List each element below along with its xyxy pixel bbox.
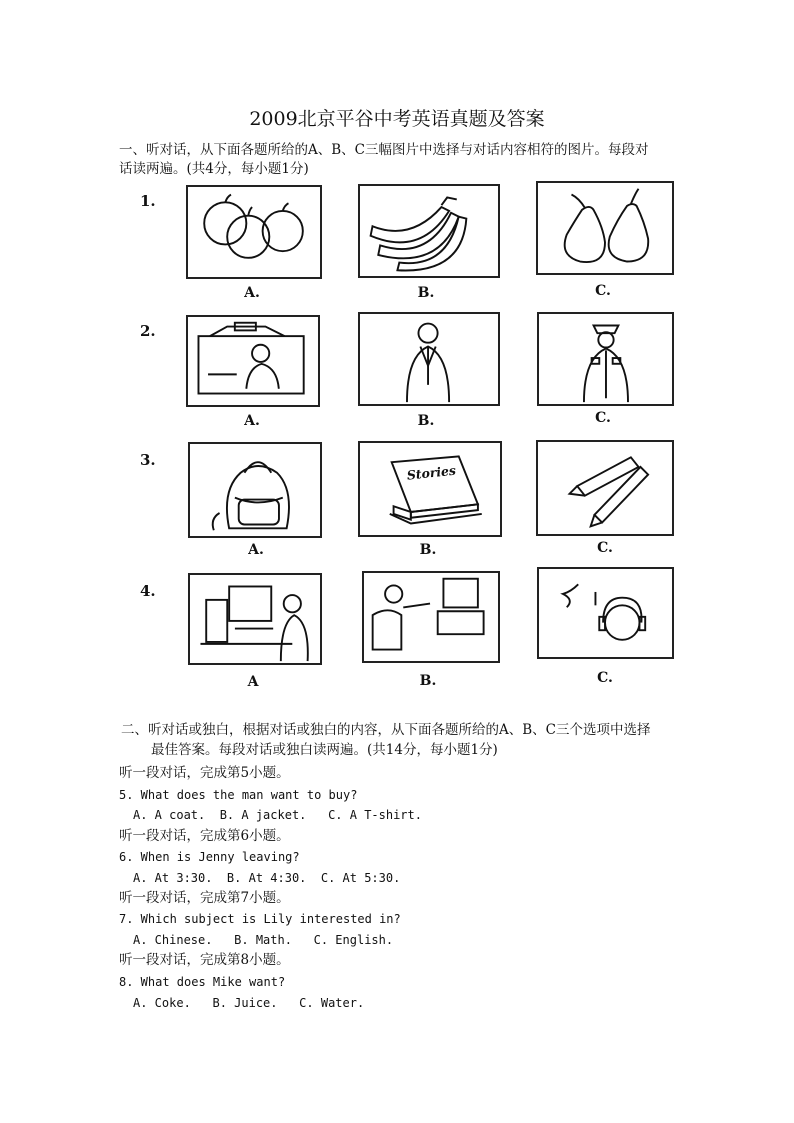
picture-tv-watcher[interactable] (362, 571, 500, 663)
question-number: 2. (140, 322, 156, 340)
picture-music-listener[interactable] (537, 567, 674, 659)
bananas-icon (360, 186, 498, 276)
answer-options: A. Chinese. B. Math. C. English. (133, 933, 394, 947)
picture-pencils[interactable] (536, 440, 674, 536)
answer-options: A. A coat. B. A jacket. C. A T-shirt. (133, 808, 422, 822)
picture-police-officer[interactable] (537, 312, 674, 406)
option-label-b: B. (419, 673, 437, 689)
computer-icon (190, 575, 320, 663)
answer-options: A. At 3:30. B. At 4:30. C. At 5:30. (133, 871, 401, 885)
listening-prompt: 听一段对话，完成第8小题。 (119, 952, 290, 968)
question-text: 6. When is Jenny leaving? (119, 850, 300, 864)
music-icon (539, 569, 672, 657)
option-label-b: B. (417, 285, 435, 301)
question-text: 7. Which subject is Lily interested in? (119, 912, 401, 926)
answer-options: A. Coke. B. Juice. C. Water. (133, 996, 365, 1010)
page-title: 2009北京平谷中考英语真题及答案 (249, 108, 545, 130)
picture-bananas[interactable] (358, 184, 500, 278)
books-icon (360, 443, 500, 535)
option-label-c: C. (595, 283, 611, 299)
option-label-a: A. (244, 413, 260, 429)
question-text: 5. What does the man want to buy? (119, 788, 358, 802)
police-officer-icon (539, 314, 672, 404)
option-label-b: B. (419, 542, 437, 558)
picture-apples[interactable] (186, 185, 322, 279)
option-label-a: A. (244, 285, 260, 301)
picture-story-books[interactable] (358, 441, 502, 537)
question-number: 1. (140, 192, 156, 210)
picture-taxi-driver[interactable] (186, 315, 320, 407)
part2-instruction-line2: 最佳答案。每段对话或独白读两遍。(共14分，每小题1分) (151, 742, 498, 758)
picture-backpack[interactable] (188, 442, 322, 538)
listening-prompt: 听一段对话，完成第5小题。 (119, 765, 290, 781)
part1-instruction-line1: 一、听对话，从下面各题所给的A、B、C三幅图片中选择与对话内容相符的图片。每段对 (119, 142, 649, 158)
option-label-c: C. (597, 670, 613, 686)
picture-pears[interactable] (536, 181, 674, 275)
tv-icon (364, 573, 498, 661)
question-number: 4. (140, 582, 156, 600)
book-title: Stories (406, 462, 457, 483)
pears-icon (538, 183, 672, 273)
pencils-icon (538, 442, 672, 534)
picture-businessman[interactable] (358, 312, 500, 406)
option-label-a: A. (248, 542, 264, 558)
picture-computer-user[interactable] (188, 573, 322, 665)
option-label-c: C. (595, 410, 611, 426)
option-label-b: B. (417, 413, 435, 429)
listening-prompt: 听一段对话，完成第7小题。 (119, 890, 290, 906)
apples-icon (188, 187, 320, 277)
backpack-icon (190, 444, 320, 536)
option-label-a: A (247, 674, 259, 690)
businessman-icon (360, 314, 498, 404)
part1-instruction-line2: 话读两遍。(共4分，每小题1分) (119, 161, 309, 177)
question-number: 3. (140, 451, 156, 469)
taxi-driver-icon (188, 317, 318, 405)
option-label-c: C. (597, 540, 613, 556)
question-text: 8. What does Mike want? (119, 975, 286, 989)
listening-prompt: 听一段对话，完成第6小题。 (119, 828, 290, 844)
part2-instruction-line1: 二、听对话或独白，根据对话或独白的内容，从下面各题所给的A、B、C三个选项中选择 (121, 722, 651, 738)
